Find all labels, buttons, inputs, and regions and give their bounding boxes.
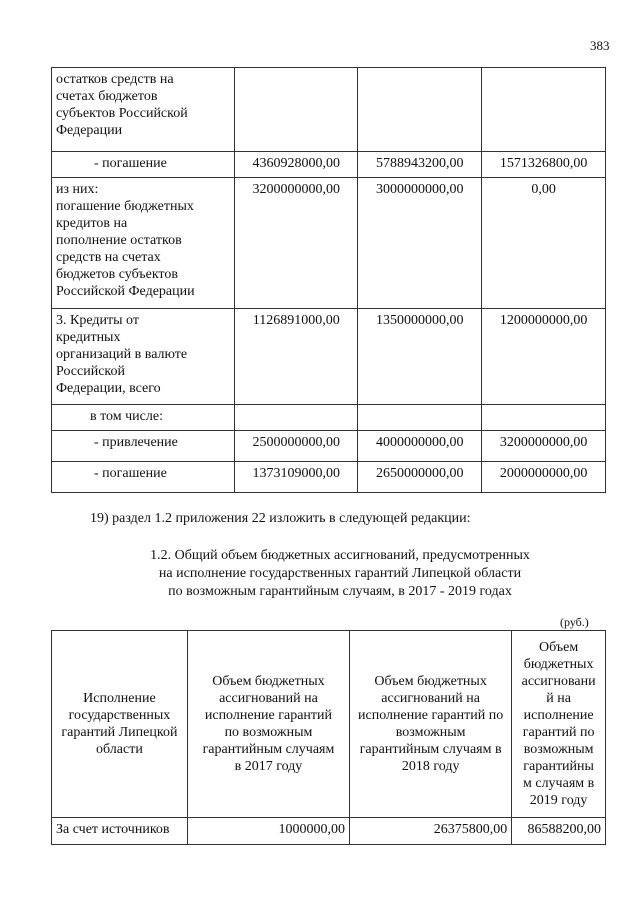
- heading-line: 1.2. Общий объем бюджетных ассигнований, предусмотренных: [150, 548, 530, 563]
- value-2019: 3200000000,00: [482, 431, 606, 462]
- page-number: 383: [590, 38, 610, 53]
- value-2019: 2000000000,00: [482, 462, 606, 493]
- value-2018: [358, 405, 482, 431]
- value-2019: 0,00: [482, 178, 606, 309]
- heading-line: по возможным гарантийным случаям, в 2017 - 2019 годах: [168, 584, 512, 599]
- value-2017: 1000000,00: [187, 818, 349, 845]
- value-2018: 5788943200,00: [358, 152, 482, 178]
- value-2017: 2500000000,00: [235, 431, 358, 462]
- amendment-paragraph: 19) раздел 1.2 приложения 22 изложить в следующей редакции:: [90, 511, 471, 526]
- value-2018: 2650000000,00: [358, 462, 482, 493]
- column-header: Исполнение государственных гарантий Липецкой области: [52, 631, 188, 818]
- value-2018: [358, 68, 482, 152]
- table-row: [52, 431, 606, 462]
- value-2019: 1571326800,00: [482, 152, 606, 178]
- table-row: [52, 68, 606, 152]
- value-2019: 86588200,00: [512, 818, 606, 845]
- value-2017: 4360928000,00: [235, 152, 358, 178]
- row-label: - привлечение: [52, 431, 235, 462]
- unit-label: (руб.): [560, 615, 589, 629]
- header-row: [52, 631, 606, 818]
- value-2017: 1126891000,00: [235, 309, 358, 405]
- table-row: [52, 309, 606, 405]
- value-2019: [482, 405, 606, 431]
- row-label: - погашение: [52, 152, 235, 178]
- guarantees-table: [51, 630, 606, 845]
- sources-table: [51, 67, 606, 493]
- column-header: Объем бюджетных ассигнований на исполнение гарантий по возможным гарантийным случаям в 2018 году: [350, 631, 512, 818]
- table-row: [52, 178, 606, 309]
- section-heading: [120, 547, 560, 601]
- value-2017: [235, 68, 358, 152]
- table-row: [52, 152, 606, 178]
- row-label: 3. Кредиты от кредитных организаций в валюте Российской Федерации, всего: [52, 309, 235, 405]
- value-2017: [235, 405, 358, 431]
- row-label: - погашение: [52, 462, 235, 493]
- row-label: остатков средств на счетах бюджетов субъектов Российской Федерации: [52, 68, 235, 152]
- column-header: Объем бюджетных ассигнований на исполнение гарантий по возможным гарантийным случаям в 2017 году: [187, 631, 349, 818]
- table-row: [52, 405, 606, 431]
- value-2019: 1200000000,00: [482, 309, 606, 405]
- row-label: в том числе:: [52, 405, 235, 431]
- row-label: За счет источников: [52, 818, 188, 845]
- value-2018: 1350000000,00: [358, 309, 482, 405]
- table-row: [52, 462, 606, 493]
- value-2018: 26375800,00: [350, 818, 512, 845]
- value-2019: [482, 68, 606, 152]
- column-header: Объем бюджетных ассигновани й на исполнение гарантий по возможным гарантийны м случаям в 2019 году: [512, 631, 606, 818]
- table-row: [52, 818, 606, 845]
- value-2017: 3200000000,00: [235, 178, 358, 309]
- value-2018: 4000000000,00: [358, 431, 482, 462]
- heading-line: на исполнение государственных гарантий Липецкой области: [158, 566, 522, 581]
- row-label: из них: погашение бюджетных кредитов на пополнение остатков средств на счетах бюджетов субъектов Российской Федерации: [52, 178, 235, 309]
- value-2018: 3000000000,00: [358, 178, 482, 309]
- value-2017: 1373109000,00: [235, 462, 358, 493]
